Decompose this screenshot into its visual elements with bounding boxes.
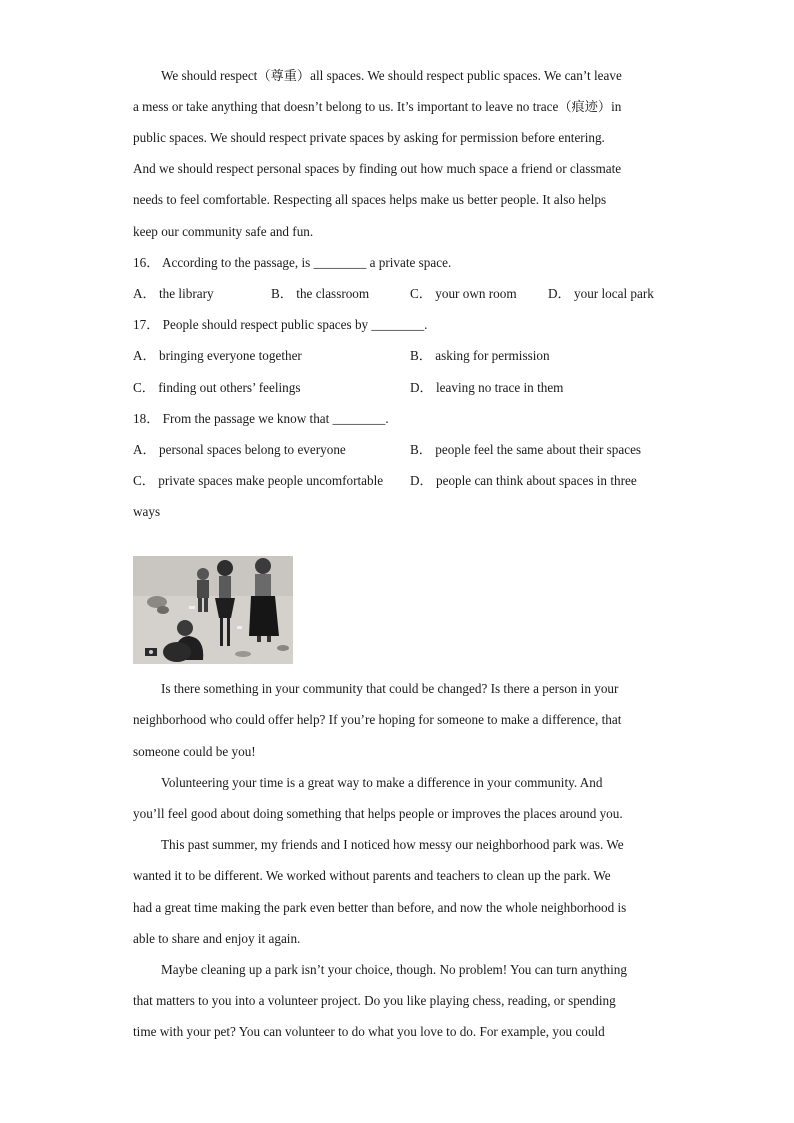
question-16-option-d: D． your local park [548, 286, 654, 301]
passage1-line-5: needs to feel comfortable. Respecting all spaces helps make us better people. It also helps [133, 192, 607, 207]
question-18-option-d-wrap: ways [133, 504, 161, 519]
passage1-line-2: a mess or take anything that doesn’t belong to us. It’s important to leave no trace（痕迹）in [133, 99, 622, 114]
question-18-option-b: B． people feel the same about their spaces [410, 442, 642, 457]
passage2-line-9: able to share and enjoy it again. [133, 931, 301, 946]
passage2-line-5: you’ll feel good about doing something that helps people or improves the places around you. [133, 806, 623, 821]
question-18-option-a: A． personal spaces belong to everyone [133, 442, 346, 457]
passage2-line-7: wanted it to be different. We worked without parents and teachers to clean up the park. We [133, 868, 611, 883]
passage2-line-10: Maybe cleaning up a park isn’t your choice, though. No problem! You can turn anything [161, 962, 627, 977]
question-16-stem: 16． According to the passage, is ________ a private space. [133, 255, 452, 270]
passage2-line-11: that matters to you into a volunteer project. Do you like playing chess, reading, or spending [133, 993, 616, 1008]
passage1-line-6: keep our community safe and fun. [133, 224, 314, 239]
passage2-line-3: someone could be you! [133, 744, 256, 759]
passage2-line-6: This past summer, my friends and I noticed how messy our neighborhood park was. We [161, 837, 624, 852]
question-17-option-b: B． asking for permission [410, 348, 550, 363]
passage2-line-8: had a great time making the park even better than before, and now the whole neighborhood is [133, 900, 627, 915]
question-17-option-c: C． finding out others’ feelings [133, 380, 301, 395]
question-16-option-c: C． your own room [410, 286, 517, 301]
volunteers-photo [133, 556, 293, 664]
passage1-line-3: public spaces. We should respect private spaces by asking for permission before entering. [133, 130, 605, 145]
passage2-line-4: Volunteering your time is a great way to make a difference in your community. And [161, 775, 603, 790]
question-17-option-d: D． leaving no trace in them [410, 380, 564, 395]
question-16-option-a: A． the library [133, 286, 214, 301]
passage2-line-2: neighborhood who could offer help? If you’re hoping for someone to make a difference, that [133, 712, 622, 727]
question-18-option-d: D． people can think about spaces in three [410, 473, 637, 488]
passage2-line-1: Is there something in your community that could be changed? Is there a person in your [161, 681, 619, 696]
question-18-stem: 18． From the passage we know that ________. [133, 411, 389, 426]
question-17-stem: 17． People should respect public spaces by ________. [133, 317, 428, 332]
passage1-line-4: And we should respect personal spaces by finding out how much space a friend or classmate [133, 161, 622, 176]
question-16-option-b: B． the classroom [271, 286, 370, 301]
passage2-line-12: time with your pet? You can volunteer to do what you love to do. For example, you could [133, 1024, 605, 1039]
question-17-option-a: A． bringing everyone together [133, 348, 302, 363]
passage1-line-1: We should respect（尊重）all spaces. We should respect public spaces. We can’t leave [161, 68, 622, 83]
question-18-option-c: C． private spaces make people uncomfortable [133, 473, 384, 488]
